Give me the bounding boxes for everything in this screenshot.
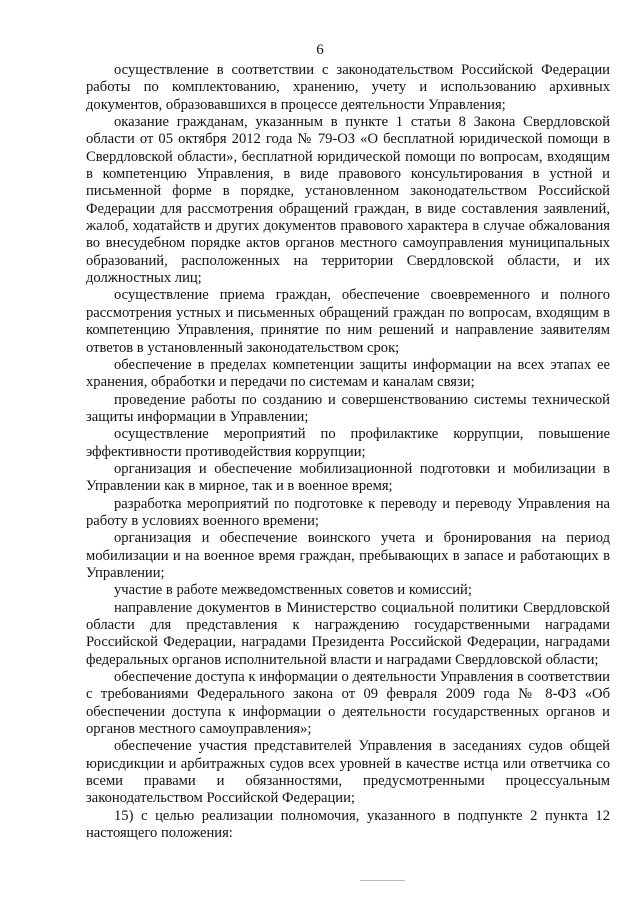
paragraph-court-participation: обеспечение участия представителей Управления в заседаниях судов общей юрисдикции и арбитражных судов всех уровней в качестве истца или ответчика со всеми правами и обязанностями, предусмотренными процессуальным законодательством Российской Федерации; <box>86 738 610 807</box>
paragraph-anti-corruption: осуществление мероприятий по профилактике коррупции, повышение эффективности противодействия коррупции; <box>86 426 610 460</box>
paragraph-information-access: обеспечение доступа к информации о деятельности Управления в соответствии с требованиями Федерального закона от 09 февраля 2009 года № 8-ФЗ «Об обеспечении доступа к информации о деятельности государственных органов и органов местного самоуправления»; <box>86 669 610 738</box>
page-number: 6 <box>316 42 324 58</box>
scan-artifact <box>360 880 405 881</box>
paragraph-wartime-transfer: разработка мероприятий по подготовке к переводу и переводу Управления на работу в условиях военного времени; <box>86 495 610 529</box>
paragraph-state-awards: направление документов в Министерство социальной политики Свердловской области для представления к награждению государственными наградами Российской Федерации, наградами Президента Российской Федерации, наградами федеральных органов исполнительной власти и наградами Свердловской области; <box>86 599 610 668</box>
paragraph-archives: осуществление в соответствии с законодательством Российской Федерации работы по комплектованию, хранению, учету и использованию архивных документов, образовавшихся в процессе деятельности Управления; <box>86 62 610 113</box>
paragraph-military-registration: организация и обеспечение воинского учета и бронирования на период мобилизации и на военное время граждан, пребывающих в запасе и работающих в Управлении; <box>86 530 610 581</box>
paragraph-technical-protection: проведение работы по созданию и совершенствованию системы технической защиты информации в Управлении; <box>86 391 610 425</box>
paragraph-information-protection: обеспечение в пределах компетенции защиты информации на всех этапах ее хранения, обработки и передачи по системам и каналам связи; <box>86 356 610 391</box>
paragraph-mobilization: организация и обеспечение мобилизационной подготовки и мобилизации в Управлении как в мирное, так и в военное время; <box>86 460 610 495</box>
document-body <box>86 62 610 842</box>
paragraph-legal-aid: оказание гражданам, указанным в пункте 1 статьи 8 Закона Свердловской области от 05 октября 2012 года № 79-ОЗ «О бесплатной юридической помощи в Свердловской области», бесплатной юридической помощи по вопросам, входящим в компетенцию Управления, в виде правового консультирования в устной и письменной форме в порядке, установленном законодательством Российской Федерации для рассмотрения обращений граждан, в виде составления заявлений, жалоб, ходатайств и других документов правового характера в случае обжалования во внесудебном порядке актов органов местного самоуправления муниципальных образований, расположенных на территории Свердловской области, и их должностных лиц; <box>86 114 610 287</box>
paragraph-interagency-councils: участие в работе межведомственных советов и комиссий; <box>114 582 472 599</box>
paragraph-citizen-reception: осуществление приема граждан, обеспечение своевременного и полного рассмотрения устных и письменных обращений граждан по вопросам, входящим в компетенцию Управления, принятие по ним решений и направление заявителям ответов в установленный законодательством срок; <box>86 287 610 356</box>
paragraph-item-15: 15) с целью реализации полномочия, указанного в подпункте 2 пункта 12 настоящего положения: <box>86 807 610 842</box>
